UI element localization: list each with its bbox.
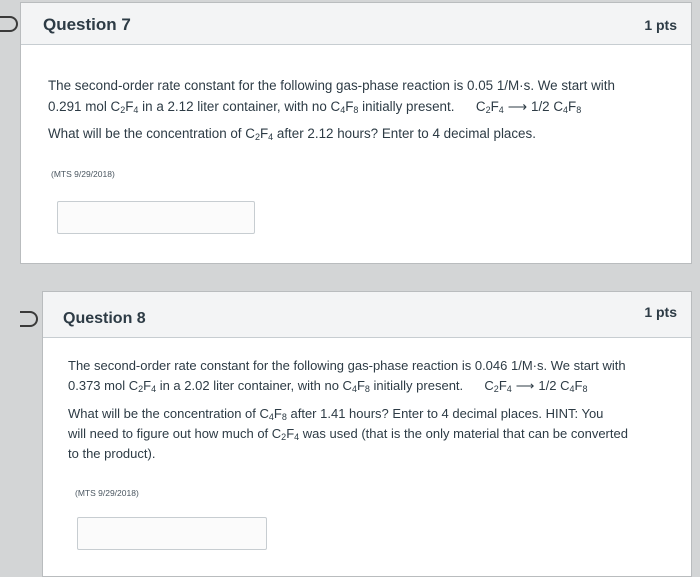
question-title: Question 7 [43, 15, 131, 34]
text-fragment: in a 2.12 liter container, with no [142, 99, 327, 114]
text-fragment: initially present. [362, 99, 455, 114]
question-card [42, 291, 692, 577]
question-text-line: The second-order rate constant for the following gas-phase reaction is 0.046 1/M·s. We start with [68, 358, 626, 373]
text-fragment: 0.291 mol [48, 99, 107, 114]
reaction-equation: $C_2F_4$ ⟶ 1/2 $C_4F_8$ [484, 378, 588, 394]
arrow-icon: ⟶ [507, 99, 527, 114]
question-title: Question 8 [63, 310, 146, 327]
flag-question-icon[interactable] [0, 16, 18, 32]
text-fragment: after 2.12 hours? Enter to 4 decimal places. [276, 126, 536, 141]
question-header [21, 3, 691, 45]
text-fragment: will need to figure out how much of [68, 426, 269, 441]
question-text [68, 356, 688, 464]
question-text-line: What will be the concentration of $C_4F_8$ after 1.41 hours? Enter to 4 decimal places. HINT: You [68, 406, 604, 422]
question-text-line: will need to figure out how much of $C_2F_4$ was used (that is the only material that can be converted [68, 426, 628, 442]
question-text-line: What will be the concentration of $C_2F_4$ after 2.12 hours? Enter to 4 decimal places. [48, 126, 536, 142]
reaction-equation: $C_2F_4$ ⟶ 1/2 $C_4F_8$ [475, 99, 582, 115]
text-fragment: was used (that is the only material that can be converted [302, 426, 628, 441]
text-fragment: in a 2.02 liter container, with no [159, 378, 339, 393]
question-text-line: 0.291 mol $C_2F_4$ in a 2.12 liter container, with no $C_4F_8$ initially present. $C_2F_4$ ⟶ 1/2 $C_4F_8$ [48, 99, 582, 115]
question-points: 1 pts [644, 17, 677, 33]
question-text [48, 75, 688, 144]
text-fragment: What will be the concentration of [48, 126, 242, 141]
answer-input[interactable] [77, 517, 267, 550]
text-fragment: initially present. [373, 378, 464, 393]
question-header [43, 292, 691, 338]
question-card [20, 2, 692, 264]
question-text-line: to the product). [68, 446, 156, 461]
text-fragment: What will be the concentration of [68, 406, 256, 421]
question-points: 1 pts [644, 304, 677, 320]
text-fragment: after 1.41 hours? Enter to 4 decimal places. HINT: You [290, 406, 604, 421]
flag-question-icon[interactable] [20, 311, 38, 327]
text-fragment: 0.373 mol [68, 378, 126, 393]
question-note: (MTS 9/29/2018) [51, 169, 115, 179]
arrow-icon: ⟶ [515, 378, 535, 393]
question-text-line: The second-order rate constant for the following gas-phase reaction is 0.05 1/M·s. We start with [48, 78, 615, 93]
question-text-line: 0.373 mol $C_2F_4$ in a 2.02 liter container, with no $C_4F_8$ initially present. $C_2F_4$ ⟶ 1/2 $C_4F_8$ [68, 378, 588, 394]
answer-input[interactable] [57, 201, 255, 234]
question-note: (MTS 9/29/2018) [75, 488, 139, 498]
